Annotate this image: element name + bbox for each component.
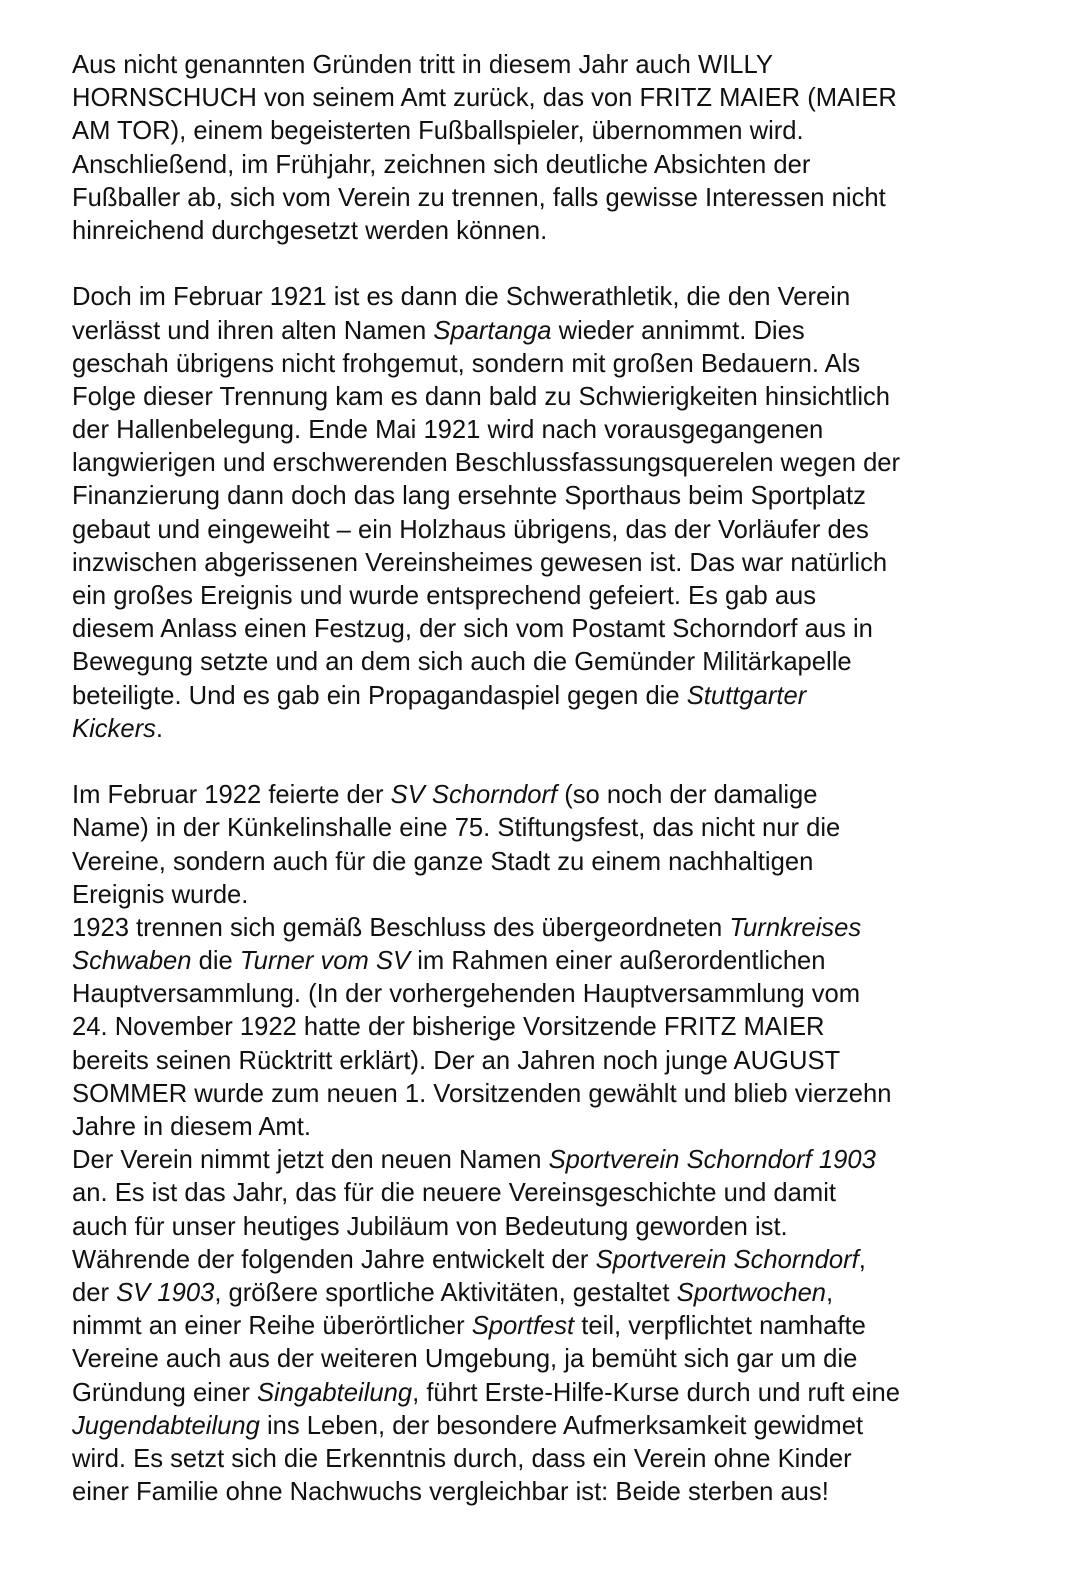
text-run: Aus nicht genannten Gründen tritt in diesem Jahr auch WILLY <box>72 51 773 79</box>
text-line <box>72 713 1062 746</box>
text-run: Finanzierung dann doch das lang ersehnte Sporthaus beim Sportplatz <box>72 482 866 511</box>
text-line <box>72 315 1062 348</box>
text-line <box>72 82 1062 115</box>
text-run: AM TOR), einem begeisterten Fußballspieler, übernommen wird. <box>72 117 804 146</box>
paragraph <box>72 779 1062 1509</box>
paragraph <box>72 281 1062 746</box>
text-line <box>72 480 1062 513</box>
text-run: nimmt an einer Reihe überörtlicher <box>72 1312 472 1341</box>
text-line <box>72 1377 1062 1410</box>
text-line <box>72 580 1062 613</box>
text-line <box>72 149 1062 182</box>
text-line <box>72 680 1062 713</box>
text-run: , größere sportliche Aktivitäten, gestaltet <box>214 1278 677 1307</box>
text-run: gebaut und eingeweiht – ein Holzhaus übrigens, das der Vorläufer des <box>72 515 869 544</box>
text-line <box>72 1177 1062 1210</box>
text-run: Name) in der Künkelinshalle eine 75. Stiftungsfest, das nicht nur die <box>72 814 841 843</box>
text-run: Der Verein nimmt jetzt den neuen Namen <box>72 1146 549 1175</box>
italic-text: SV Schorndorf <box>390 781 558 810</box>
text-line <box>72 613 1062 646</box>
text-run: im Rahmen einer außerordentlichen <box>410 947 826 976</box>
text-run: Anschließend, im Frühjahr, zeichnen sich deutliche Absichten der <box>72 150 811 179</box>
text-run: 1923 trennen sich gemäß Beschluss des übergeordneten <box>72 913 730 942</box>
paragraph <box>72 49 1062 248</box>
text-line <box>72 281 1062 314</box>
text-run: an. Es ist das Jahr, das für die neuere Vereinsgeschichte und damit <box>72 1179 837 1208</box>
italic-text: Stuttgarter <box>686 681 807 710</box>
text-run: . <box>155 714 164 743</box>
italic-text: Kickers <box>72 714 156 743</box>
text-line <box>72 1443 1062 1476</box>
text-run: der Hallenbelegung. Ende Mai 1921 wird nach vorausgegangenen <box>72 416 824 445</box>
text-line <box>72 115 1062 148</box>
text-run: Jahre in diesem Amt. <box>72 1113 311 1141</box>
paragraph-gap <box>72 746 1062 779</box>
text-run: langwierigen und erschwerenden Beschlussfassungsquerelen wegen der <box>72 449 901 478</box>
text-run: Folge dieser Trennung kam es dann bald zu Schwierigkeiten hinsichtlich <box>72 382 891 411</box>
text-run: (so noch der damalige <box>557 781 818 810</box>
text-run: einer Familie ohne Nachwuchs vergleichbar ist: Beide sterben aus! <box>72 1478 829 1507</box>
italic-text: Singabteilung <box>256 1378 413 1407</box>
text-line <box>72 514 1062 547</box>
text-run: , <box>858 1245 866 1274</box>
text-run: Im Februar 1922 feierte der <box>72 781 391 810</box>
text-run: Bewegung setzte und an dem sich auch die Gemünder Militärkapelle <box>72 648 852 677</box>
text-run: der <box>72 1278 117 1307</box>
text-line <box>72 879 1062 912</box>
text-run: SOMMER wurde zum neuen 1. Vorsitzenden gewählt und blieb vierzehn <box>72 1079 892 1108</box>
text-run: , führt Erste-Hilfe-Kurse durch und ruft eine <box>412 1378 901 1407</box>
text-run: Fußballer ab, sich vom Verein zu trennen, falls gewisse Interessen nicht <box>72 183 886 212</box>
italic-text: SV 1903 <box>116 1278 215 1307</box>
text-line <box>72 182 1062 215</box>
text-run: Doch im Februar 1921 ist es dann die Schwerathletik, die den Verein <box>72 283 851 312</box>
text-line <box>72 414 1062 447</box>
text-line <box>72 1078 1062 1111</box>
text-line <box>72 1343 1062 1376</box>
text-run: teil, verpflichtet namhafte <box>574 1312 866 1341</box>
text-run: wieder annimmt. Dies <box>551 316 805 345</box>
text-run: Gründung einer <box>72 1378 257 1407</box>
text-line <box>72 1277 1062 1310</box>
text-run: ins Leben, der besondere Aufmerksamkeit gewidmet <box>259 1411 864 1440</box>
text-line <box>72 1144 1062 1177</box>
text-run: bereits seinen Rücktritt erklärt). Der an Jahren noch junge AUGUST <box>72 1046 841 1075</box>
text-line <box>72 1211 1062 1244</box>
text-line <box>72 1310 1062 1343</box>
text-line <box>72 812 1062 845</box>
text-line <box>72 381 1062 414</box>
text-run: Hauptversammlung. (In der vorhergehenden Hauptversammlung vom <box>72 980 861 1009</box>
text-run: Vereine auch aus der weiteren Umgebung, ja bemüht sich gar um die <box>72 1345 858 1374</box>
italic-text: Turner vom SV <box>239 947 411 976</box>
text-line <box>72 1011 1062 1044</box>
text-line <box>72 779 1062 812</box>
text-run: hinreichend durchgesetzt werden können. <box>72 216 548 245</box>
text-run: die <box>191 947 240 976</box>
italic-text: Sportverein Schorndorf <box>595 1245 859 1274</box>
text-run: 24. November 1922 hatte der bisherige Vorsitzende FRITZ MAIER <box>72 1013 825 1042</box>
text-line <box>72 646 1062 679</box>
text-run: geschah übrigens nicht frohgemut, sondern mit großen Bedauern. Als <box>72 349 861 378</box>
italic-text: Jugendabteilung <box>72 1411 260 1440</box>
text-line <box>72 945 1062 978</box>
text-line <box>72 846 1062 879</box>
text-line <box>72 1111 1062 1144</box>
italic-text: Sportverein Schorndorf 1903 <box>548 1146 876 1175</box>
text-line <box>72 447 1062 480</box>
text-run: Währende der folgenden Jahre entwickelt der <box>72 1245 596 1274</box>
text-line <box>72 1476 1062 1509</box>
text-run: HORNSCHUCH von seinem Amt zurück, das von FRITZ MAIER (MAIER <box>72 84 897 113</box>
text-line <box>72 1045 1062 1078</box>
text-run: Ereignis wurde. <box>72 880 249 909</box>
text-run: ein großes Ereignis und wurde entsprechend gefeiert. Es gab aus <box>72 582 817 610</box>
text-run: , <box>826 1278 834 1307</box>
text-line <box>72 49 1062 82</box>
text-line <box>72 1244 1062 1277</box>
text-line <box>72 215 1062 248</box>
text-run: Vereine, sondern auch für die ganze Stadt zu einem nachhaltigen <box>72 847 814 876</box>
italic-text: Sportfest <box>471 1312 575 1341</box>
text-line <box>72 348 1062 381</box>
text-line <box>72 547 1062 580</box>
text-run: diesem Anlass einen Festzug, der sich vom Postamt Schorndorf aus in <box>72 615 873 644</box>
text-run: verlässt und ihren alten Namen <box>72 316 434 345</box>
text-run: wird. Es setzt sich die Erkenntnis durch, dass ein Verein ohne Kinder <box>72 1444 852 1473</box>
document-page <box>72 49 1062 1509</box>
text-run: inzwischen abgerissenen Vereinsheimes gewesen ist. Das war natürlich <box>72 548 888 577</box>
italic-text: Sportwochen <box>676 1278 827 1307</box>
text-line <box>72 978 1062 1011</box>
italic-text: Turnkreises <box>729 913 862 942</box>
text-line <box>72 1410 1062 1443</box>
italic-text: Schwaben <box>72 947 192 976</box>
paragraph-gap <box>72 248 1062 281</box>
text-run: auch für unser heutiges Jubiläum von Bedeutung geworden ist. <box>72 1212 788 1241</box>
italic-text: Spartanga <box>433 316 552 345</box>
text-run: beteiligte. Und es gab ein Propagandaspiel gegen die <box>72 681 687 710</box>
text-line <box>72 912 1062 945</box>
